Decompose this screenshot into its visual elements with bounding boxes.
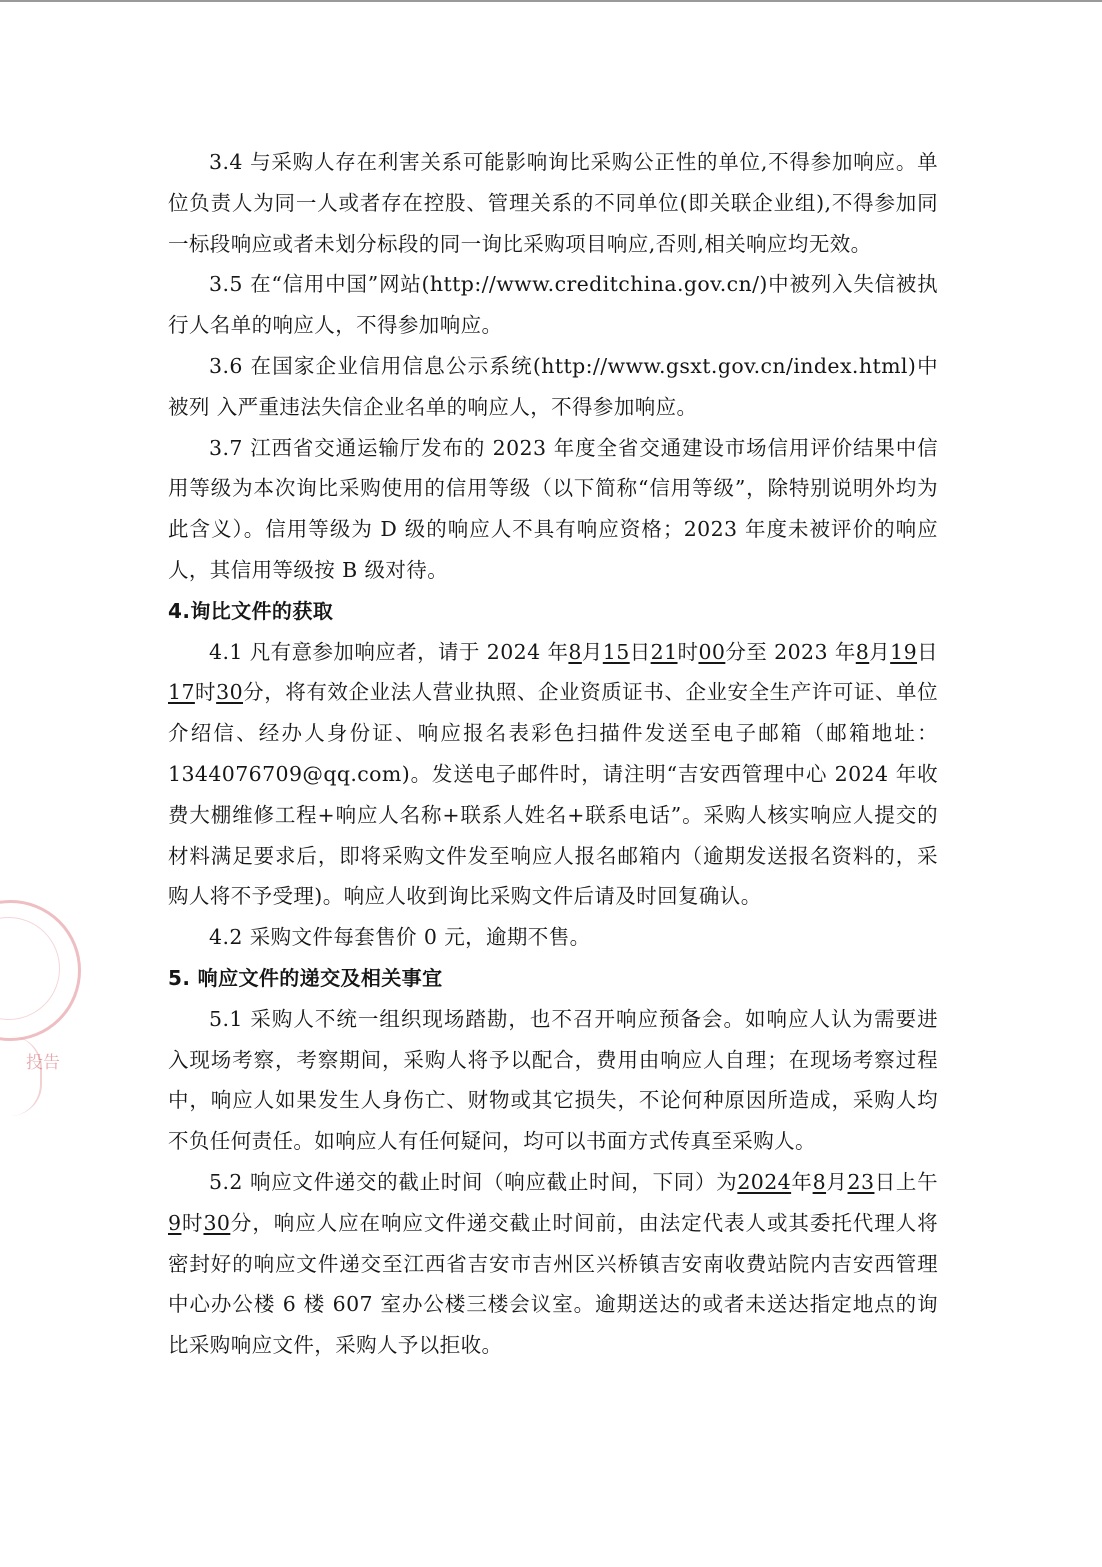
text-segment: 时	[181, 1210, 204, 1235]
underlined-value: 8	[812, 1169, 827, 1194]
underlined-value: 2024	[737, 1169, 792, 1194]
text-segment: 分，响应人应在响应文件递交截止时间前，由法定代表人或其委托代理人将密封好的响应文件递交至江西省吉安市吉州区兴桥镇吉安南收费站院内吉安西管理中心办公楼 6 楼 607 室办公楼三楼会议室。逾期送达的或者未送达指定地点的询比采购响应文件，采购人予以拒收。	[168, 1210, 938, 1358]
text-segment: 分，将有效企业法人营业执照、企业资质证书、企业安全生产许可证、单位介绍信、经办人身份证、响应报名表彩色扫描件发送至电子邮箱（邮箱地址：1344076709@qq.com)。发送电子邮件时，请注明“吉安西管理中心 2024 年收费大棚维修工程+响应人名称+联系人姓名+联系电话”。采购人核实响应人提交的材料满足要求后，即将采购文件发至响应人报名邮箱内（逾期发送报名资料的，采购人将不予受理)。响应人收到询比采购文件后请及时回复确认。	[168, 680, 939, 909]
text-segment: 月	[869, 639, 891, 664]
text-segment: 月	[581, 639, 603, 664]
paragraph-4-1	[168, 632, 938, 918]
underlined-value: 19	[890, 639, 918, 664]
text-segment: 5.2 响应文件递交的截止时间（响应截止时间，下同）为	[209, 1169, 738, 1194]
seal-text: 投告	[26, 1053, 60, 1073]
red-seal-stamp	[0, 900, 81, 1041]
underlined-value: 30	[203, 1210, 231, 1235]
underlined-value: 30	[216, 680, 244, 705]
paragraph-3-6: 3.6 在国家企业信用信息公示系统(http://www.gsxt.gov.cn/index.html)中被列 入严重违法失信企业名单的响应人，不得参加响应。	[168, 353, 938, 419]
text-segment: 时	[677, 639, 699, 664]
text-segment: 4.1 凡有意参加响应者，请于 2024 年	[209, 639, 569, 664]
underlined-value: 21	[650, 639, 678, 664]
text-segment: 日	[629, 639, 651, 664]
section-heading-5: 5. 响应文件的递交及相关事宜	[168, 965, 443, 990]
underlined-value: 17	[168, 680, 195, 705]
underlined-value: 9	[168, 1210, 182, 1235]
paragraph-4-2: 4.2 采购文件每套售价 0 元，逾期不售。	[209, 925, 591, 950]
section-heading-4: 4.询比文件的获取	[168, 598, 334, 623]
seal-inner-ring	[0, 917, 60, 1020]
underlined-value: 8	[568, 639, 582, 664]
text-segment: 年	[791, 1169, 813, 1194]
paragraph-3-7: 3.7 江西省交通运输厅发布的 2023 年度全省交通建设市场信用评价结果中信用等级为本次询比采购使用的信用等级（以下简称“信用等级”，除特别说明外均为此含义）。信用等级为 D 级的响应人不具有响应资格；2023 年度未被评价的响应人，其信用等级按 B 级对待。	[168, 435, 938, 582]
text-segment: 分至 2023 年	[725, 639, 856, 664]
text-segment: 月	[826, 1169, 848, 1194]
underlined-value: 23	[847, 1169, 875, 1194]
paragraph-5-2	[168, 1162, 938, 1366]
paragraph-3-5: 3.5 在“信用中国”网站(http://www.creditchina.gov.cn/)中被列入失信被执行人名单的响应人，不得参加响应。	[168, 272, 938, 338]
paragraph-5-1: 5.1 采购人不统一组织现场踏勘，也不召开响应预备会。如响应人认为需要进入现场考察，考察期间，采购人将予以配合，费用由响应人自理；在现场考察过程中，响应人如果发生人身伤亡、财物或其它损失，不论何种原因所造成，采购人均不负任何责任。如响应人有任何疑问，均可以书面方式传真至采购人。	[168, 1006, 938, 1154]
text-segment: 日上午	[874, 1169, 939, 1194]
underlined-value: 8	[855, 639, 870, 664]
text-segment: 时	[194, 680, 217, 705]
paragraph-3-4: 3.4 与采购人存在利害关系可能影响询比采购公正性的单位,不得参加响应。单位负责人为同一人或者存在控股、管理关系的不同单位(即关联企业组),不得参加同一标段响应或者未划分标段的同一询比采购项目响应,否则,相关响应均无效。	[168, 150, 938, 256]
text-segment: 日	[917, 639, 938, 664]
scan-top-edge	[0, 0, 1102, 2]
document-page	[168, 142, 938, 1366]
underlined-value: 00	[698, 639, 726, 664]
underlined-value: 15	[602, 639, 630, 664]
